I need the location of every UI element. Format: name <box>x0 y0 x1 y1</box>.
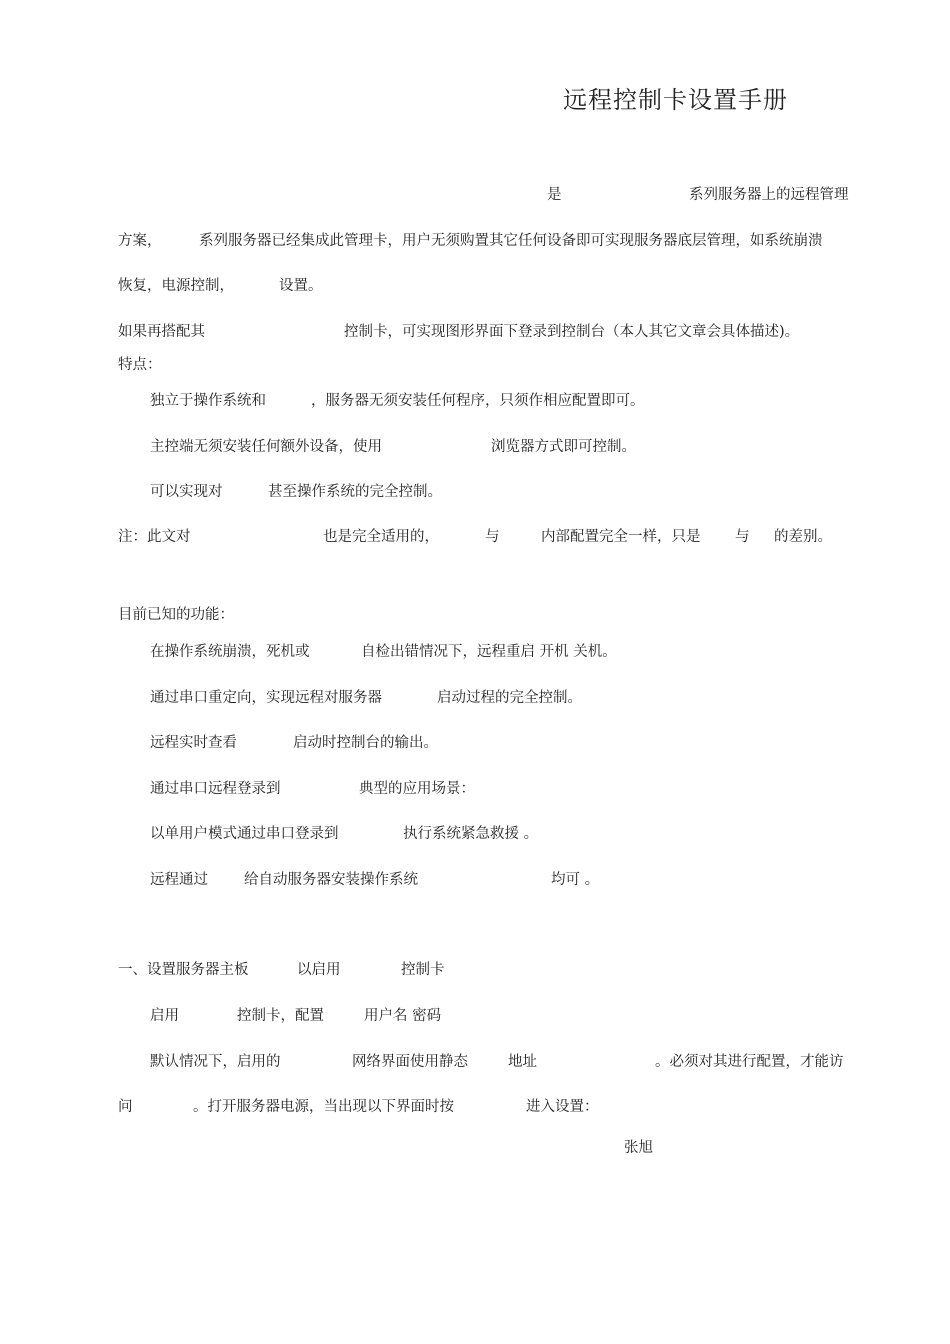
intro-text: 设置。 <box>279 278 323 294</box>
intro-text: 恢复，电源控制， <box>118 278 234 294</box>
document-title: 远程控制卡设置手册 <box>563 86 788 114</box>
features-heading: 特点： <box>118 357 162 373</box>
section-text: 进入设置： <box>526 1099 599 1115</box>
feature-item: 独立于操作系统和 <box>150 393 266 409</box>
feature-item: 甚至操作系统的完全控制。 <box>268 484 442 500</box>
function-item: 远程实时查看 <box>150 735 237 751</box>
note-text: 的差别。 <box>774 529 832 545</box>
section-text: 。必须对其进行配置，才能访 <box>655 1054 844 1070</box>
intro-text: 系列服务器上的远程管理 <box>689 187 849 203</box>
note-text: 与 <box>735 529 750 545</box>
intro-text: 方案， <box>118 233 162 249</box>
note-text: 与 <box>485 529 500 545</box>
section-text: 默认情况下，启用的 <box>150 1054 281 1070</box>
section-text: 控制卡，配置 <box>237 1008 324 1024</box>
function-item: 在操作系统崩溃，死机或 <box>150 644 310 660</box>
section-text: 地址 <box>508 1054 537 1070</box>
feature-item: 主控端无须安装任何额外设备，使用 <box>150 439 382 455</box>
function-item: 给自动服务器安装操作系统 <box>244 872 418 888</box>
function-item: 典型的应用场景： <box>359 781 475 797</box>
intro-text: 控制卡，可实现图形界面下登录到控制台（本人其它文章会具体描述)。 <box>344 324 800 340</box>
author-name: 张旭 <box>624 1140 653 1156</box>
functions-heading: 目前已知的功能： <box>118 607 234 623</box>
section-heading: 以启用 <box>297 962 341 978</box>
intro-text: 系列服务器已经集成此管理卡，用户无须购置其它任何设备即可实现服务器底层管理，如系统崩溃 <box>199 233 823 249</box>
function-item: 以单用户模式通过串口登录到 <box>150 826 339 842</box>
section-text: 网络界面使用静态 <box>352 1054 468 1070</box>
intro-text: 是 <box>547 187 562 203</box>
function-item: 通过串口远程登录到 <box>150 781 281 797</box>
section-text: 问 <box>118 1099 133 1115</box>
section-text: 启用 <box>150 1008 179 1024</box>
note-text: 注：此文对 <box>118 529 191 545</box>
function-item: 均可 。 <box>551 872 600 888</box>
intro-text: 如果再搭配其 <box>118 324 205 340</box>
function-item: 执行系统紧急救援 。 <box>403 826 539 842</box>
section-heading: 一、设置服务器主板 <box>118 962 249 978</box>
feature-item: 浏览器方式即可控制。 <box>491 439 636 455</box>
note-text: 也是完全适用的， <box>323 529 439 545</box>
function-item: 通过串口重定向，实现远程对服务器 <box>150 690 382 706</box>
function-item: 启动时控制台的输出。 <box>293 735 438 751</box>
function-item: 启动过程的完全控制。 <box>437 690 582 706</box>
feature-item: ，服务器无须安装任何程序，只须作相应配置即可。 <box>311 393 645 409</box>
section-text: 用户名 密码 <box>364 1008 442 1024</box>
function-item: 远程通过 <box>150 872 208 888</box>
feature-item: 可以实现对 <box>150 484 223 500</box>
section-text: 。打开服务器电源，当出现以下界面时按 <box>193 1099 454 1115</box>
section-heading: 控制卡 <box>401 962 445 978</box>
note-text: 内部配置完全一样，只是 <box>541 529 701 545</box>
function-item: 自检出错情况下，远程重启 开机 关机。 <box>361 644 617 660</box>
